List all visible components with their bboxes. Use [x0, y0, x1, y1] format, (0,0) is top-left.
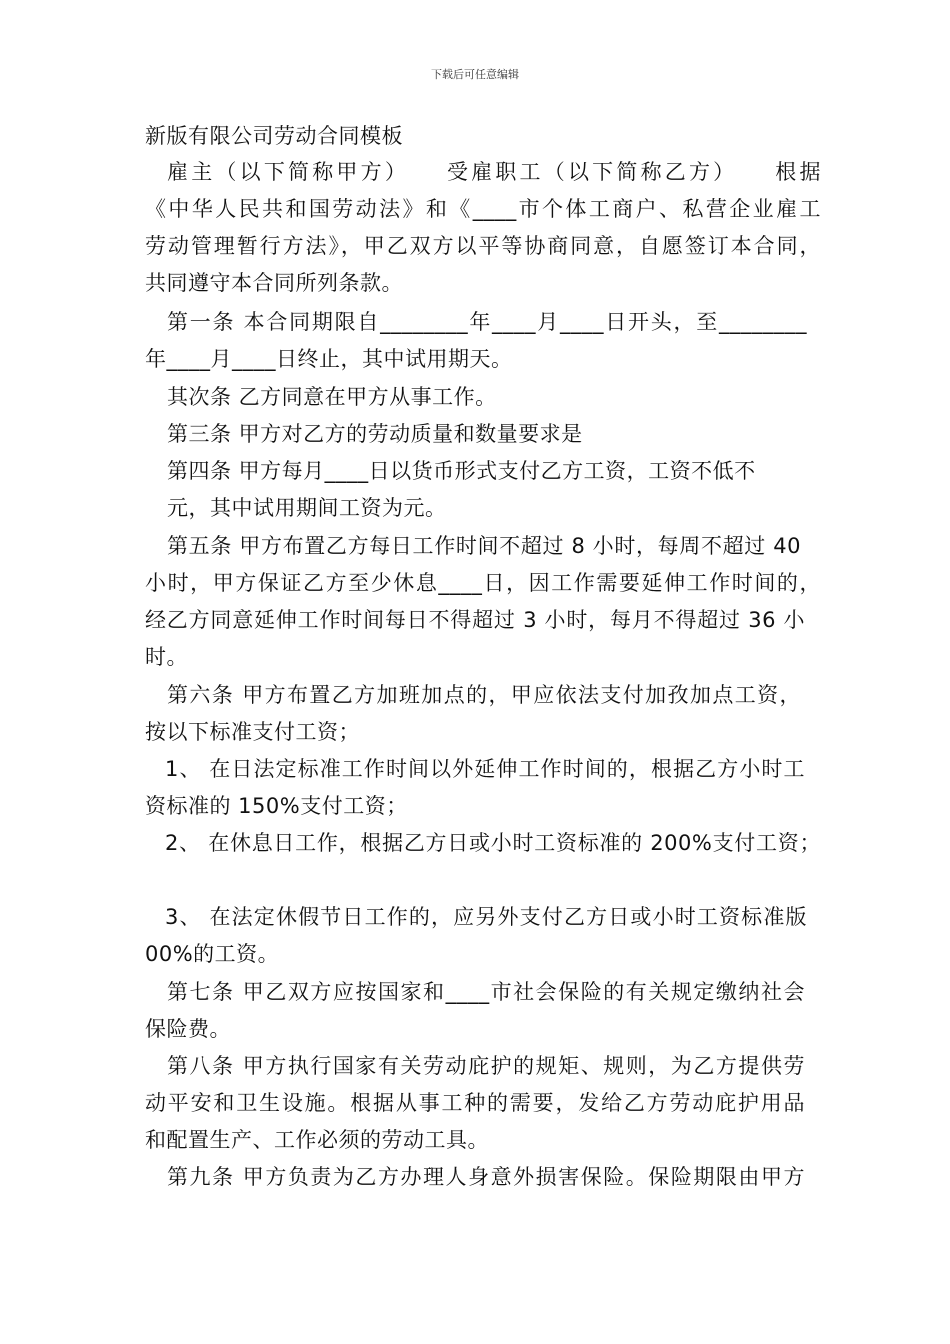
article-1-line: 第一条 本合同期限自________年____月____日开头，至________: [167, 310, 807, 334]
paragraph-line: 劳动管理暂行方法》，甲乙双方以平等协商同意，自愿签订本合同，: [145, 234, 821, 258]
article-8-line: 和配置生产、工作必须的劳动工具。: [145, 1128, 489, 1152]
article-7-line: 保险费。: [145, 1017, 231, 1041]
article-9-line: 第九条 甲方负责为乙方办理人身意外损害保险。保险期限由甲方: [167, 1165, 805, 1189]
article-7-line: 第七条 甲乙双方应按国家和____市社会保险的有关规定缴纳社会: [167, 980, 805, 1004]
paragraph-line: 雇主（以下简称甲方） 受雇职工（以下简称乙方） 根据: [167, 160, 821, 184]
article-2-line: 其次条 乙方同意在甲方从事工作。: [167, 385, 497, 409]
article-3-line: 第三条 甲方对乙方的劳动质量和数量要求是: [167, 422, 583, 446]
article-4-line: 第四条 甲方每月____日以货币形式支付乙方工资，工资不低不: [167, 459, 756, 483]
article-5-line: 时。: [145, 645, 188, 669]
article-6-line: 第六条 甲方布置乙方加班加点的，甲应依法支付加孜加点工资，: [167, 683, 801, 707]
list-item-1-line: 1、 在日法定标准工作时间以外延伸工作时间的，根据乙方小时工: [165, 757, 805, 781]
paragraph-line: 共同遵守本合同所列条款。: [145, 271, 403, 295]
article-5-line: 经乙方同意延伸工作时间每日不得超过 3 小时，每月不得超过 36 小: [145, 608, 805, 632]
list-item-3-line: 3、 在法定休假节日工作的，应另外支付乙方日或小时工资标准版: [165, 905, 807, 929]
page-header-note: 下载后可任意编辑: [431, 68, 519, 81]
article-4-line: 元，其中试用期间工资为元。: [167, 496, 447, 520]
list-item-3-line: 00%的工资。: [145, 942, 280, 966]
article-8-line: 第八条 甲方执行国家有关劳动庇护的规矩、规则，为乙方提供劳: [167, 1054, 805, 1078]
list-item-2-line: 2、 在休息日工作，根据乙方日或小时工资标准的 200%支付工资；: [165, 831, 821, 855]
article-5-line: 第五条 甲方布置乙方每日工作时间不超过 8 小时，每周不超过 40: [167, 534, 801, 558]
document-title: 新版有限公司劳动合同模板: [145, 124, 403, 148]
article-1-line: 年____月____日终止，其中试用期天。: [145, 347, 513, 371]
list-item-1-line: 资标准的 150%支付工资；: [145, 794, 408, 818]
article-5-line: 小时，甲方保证乙方至少休息____日，因工作需要延伸工作时间的，: [145, 571, 821, 595]
article-8-line: 动平安和卫生设施。根据从事工种的需要，发给乙方劳动庇护用品: [145, 1091, 805, 1115]
paragraph-line: 《中华人民共和国劳动法》和《____市个体工商户、私营企业雇工: [145, 197, 821, 221]
article-6-line: 按以下标准支付工资；: [145, 720, 360, 744]
